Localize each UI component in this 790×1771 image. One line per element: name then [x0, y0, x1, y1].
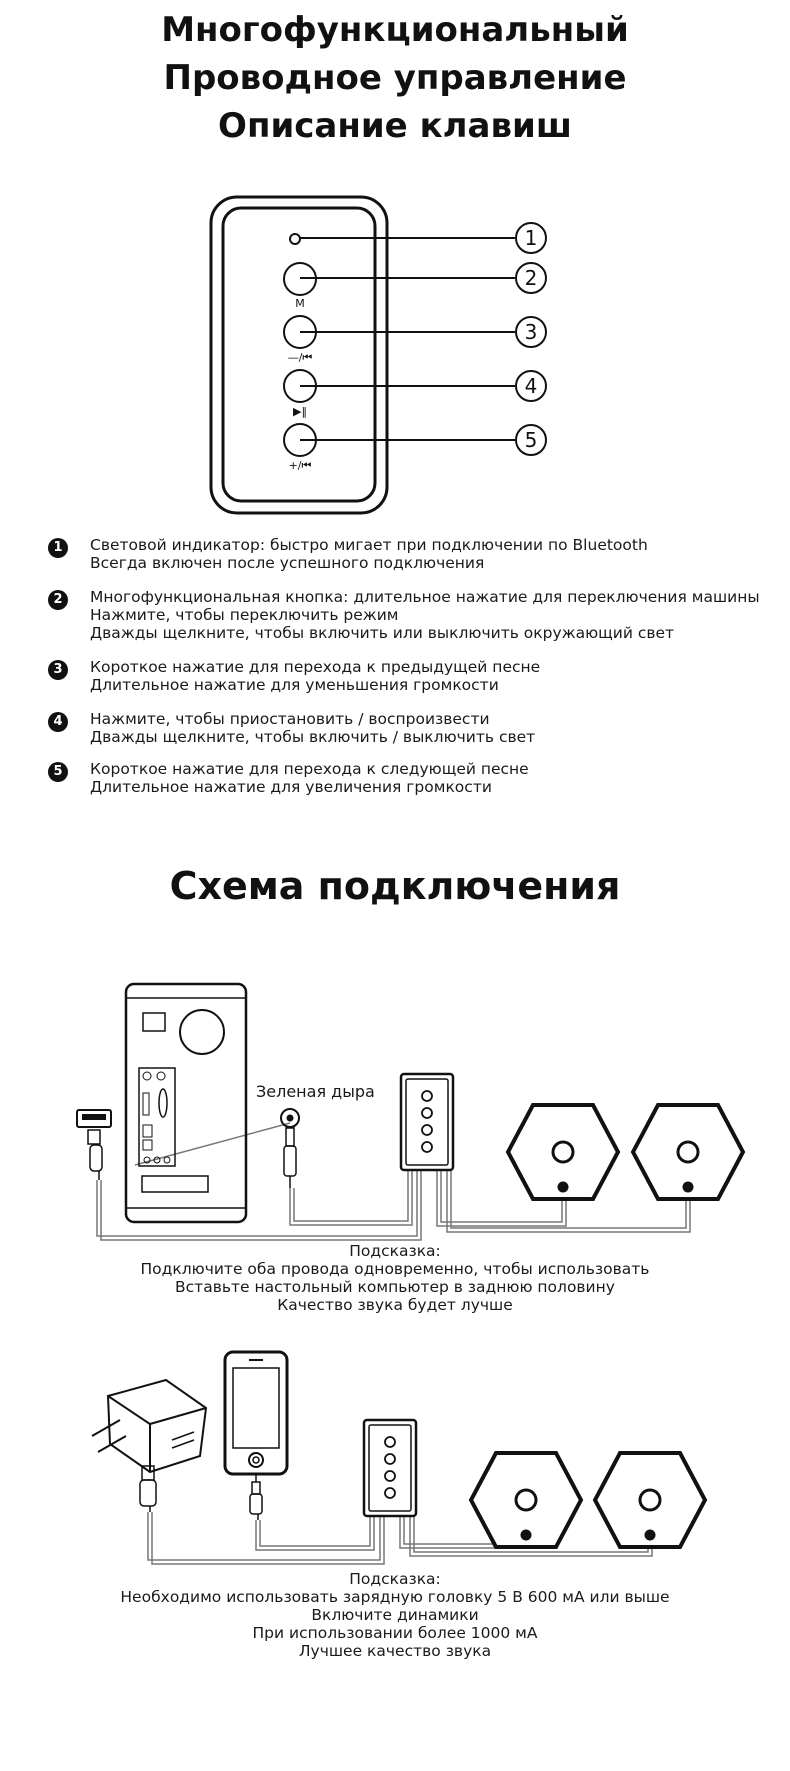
tip-line: Качество звука будет лучше	[277, 1296, 513, 1314]
tip-line: Подсказка:	[349, 1242, 441, 1260]
prev-button-label: —/⏮	[287, 351, 313, 364]
description-line: Дважды щелкните, чтобы включить или выключить окружающий свет	[90, 624, 675, 642]
mode-button-label: M	[295, 297, 305, 310]
title-line-3: Описание клавиш	[218, 106, 572, 146]
green-hole-label: Зеленая дыра	[256, 1082, 375, 1101]
audio-jack-icon	[281, 1109, 299, 1188]
usb-plug-icon	[77, 1110, 111, 1180]
tip-line: Лучшее качество звука	[298, 1642, 492, 1660]
description-line: Длительное нажатие для уменьшения громкости	[90, 676, 499, 694]
description-line: Длительное нажатие для увеличения громкости	[90, 778, 492, 796]
callout-3: 3	[524, 320, 538, 344]
description-line: Нажмите, чтобы приостановить / воспроизвести	[90, 710, 490, 728]
description-line: Короткое нажатие для перехода к предыдущей песне	[90, 658, 541, 676]
number-badge: 5	[48, 762, 68, 782]
description-line: Световой индикатор: быстро мигает при подключении по Bluetooth	[90, 536, 648, 554]
left-speaker-icon	[508, 1105, 618, 1199]
play-button-label: ▶‖	[293, 405, 307, 418]
description-line: Дважды щелкните, чтобы включить / выключить свет	[90, 728, 536, 746]
tip-line: При использовании более 1000 мА	[252, 1624, 538, 1642]
usb-cable-plug-icon	[140, 1466, 156, 1512]
tip-line: Подключите оба провода одновременно, чтобы использовать	[140, 1260, 650, 1278]
number-badge: 2	[48, 590, 68, 610]
left-speaker-icon-2	[471, 1453, 581, 1547]
description-line: Многофункциональная кнопка: длительное нажатие для переключения машины	[90, 588, 760, 606]
tip-1	[0, 1242, 790, 1314]
number-badge: 4	[48, 712, 68, 732]
description-line: Всегда включен после успешного подключения	[90, 554, 485, 572]
tip-2	[0, 1570, 790, 1660]
callout-1: 1	[524, 226, 538, 250]
callout-2: 2	[524, 266, 538, 290]
tip-line: Подсказка:	[349, 1570, 441, 1588]
callout-5: 5	[524, 428, 538, 452]
description-line: Короткое нажатие для перехода к следующей песне	[90, 760, 529, 778]
control-box-icon-2	[364, 1420, 416, 1516]
phone-icon	[225, 1352, 287, 1520]
right-speaker-icon	[633, 1105, 743, 1199]
tip-line: Вставьте настольный компьютер в заднюю половину	[175, 1278, 615, 1296]
connection-title: Схема подключения	[169, 864, 621, 908]
charger-icon	[92, 1380, 206, 1472]
callout-4: 4	[524, 374, 538, 398]
number-badge: 1	[48, 538, 68, 558]
next-button-label: +/⏮	[288, 459, 312, 472]
description-line: Нажмите, чтобы переключить режим	[90, 606, 399, 624]
right-speaker-icon-2	[595, 1453, 705, 1547]
control-box-icon	[401, 1074, 453, 1170]
number-badge: 3	[48, 660, 68, 680]
tip-line: Необходимо использовать зарядную головку 5 В 600 мА или выше	[120, 1588, 670, 1606]
title-line-1: Многофункциональный	[161, 10, 629, 50]
title-line-2: Проводное управление	[163, 58, 627, 98]
pc-tower-icon	[126, 984, 246, 1222]
tip-line: Включите динамики	[311, 1606, 479, 1624]
